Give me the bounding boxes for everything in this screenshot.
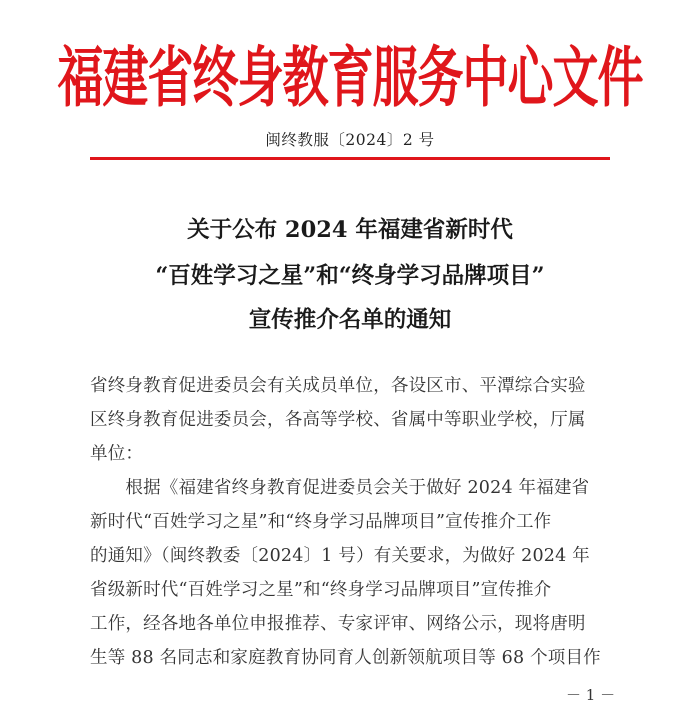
body-text-line: 新时代“百姓学习之星”和“终身学习品牌项目”宣传推介工作 — [90, 512, 552, 532]
red-divider-line — [90, 157, 610, 160]
body-text-line: 省终身教育促进委员会有关成员单位，各设区市、平潭综合实验 — [90, 376, 586, 396]
body-text-line: 生等 88 名同志和家庭教育协同育人创新领航项目等 68 个项目作 — [90, 648, 601, 668]
masthead-title: 福建省终身教育服务中心文件 — [57, 39, 643, 116]
body-text-line: 的通知》（闽终教委〔2024〕1 号）有关要求，为做好 2024 年 — [90, 546, 590, 566]
body-text-line: 区终身教育促进委员会，各高等学校、省属中等职业学校，厅属 — [90, 410, 586, 430]
document-number: 闽终教服〔2024〕2 号 — [265, 131, 435, 149]
body-text-line: 工作，经各地各单位申报推荐、专家评审、网络公示，现将唐明 — [90, 614, 586, 634]
notice-title-line-2: “百姓学习之星”和“终身学习品牌项目” — [155, 263, 545, 289]
body-text-line: 单位： — [90, 444, 144, 464]
body-text-line: 根据《福建省终身教育促进委员会关于做好 2024 年福建省 — [90, 478, 590, 498]
notice-title-line-1: 关于公布 2024 年福建省新时代 — [187, 217, 513, 243]
page-number: － 1 － — [566, 686, 616, 704]
notice-title-line-3: 宣传推介名单的通知 — [248, 307, 452, 333]
body-text-line: 省级新时代“百姓学习之星”和“终身学习品牌项目”宣传推介 — [90, 580, 552, 600]
